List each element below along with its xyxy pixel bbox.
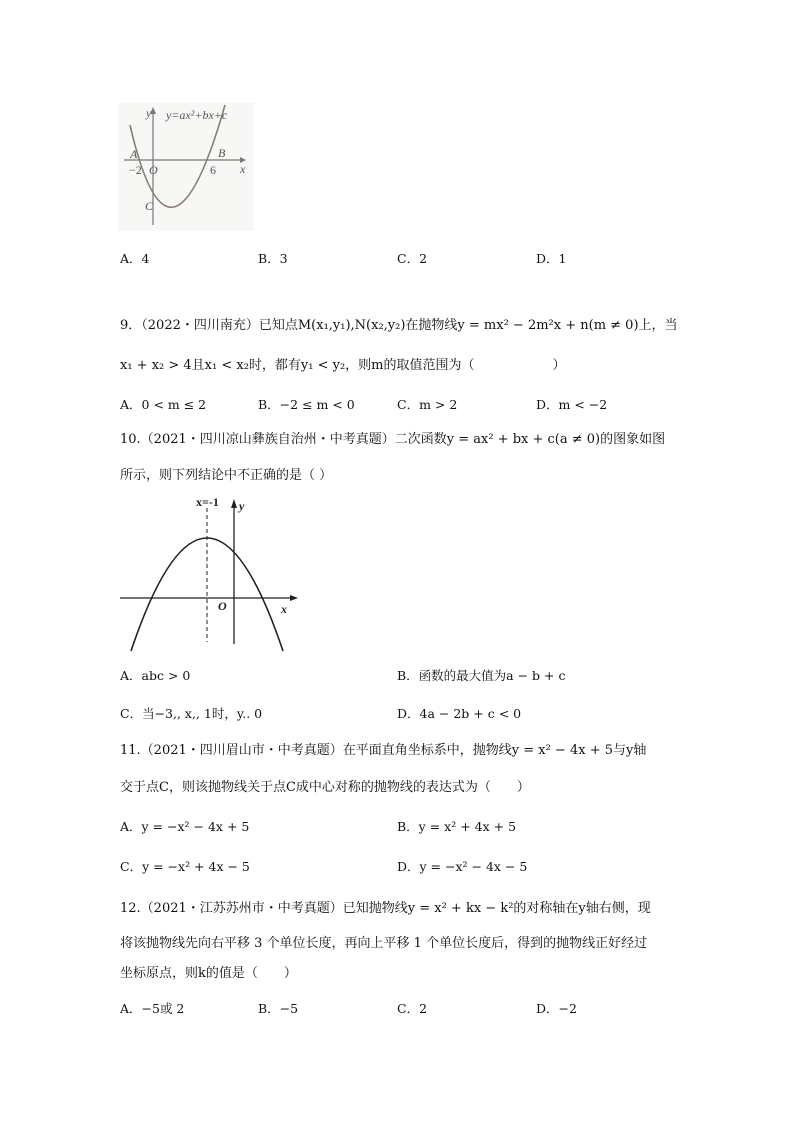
q12-stem-line3: 坐标原点，则k的值是（ ） xyxy=(120,966,297,981)
q11-stem-line1: 11.（2021・四川眉山市・中考真题）在平面直角坐标系中，抛物线y = x² − 4x + 5与y轴 xyxy=(120,743,647,758)
q10-stem-line1: 10.（2021・四川凉山彝族自治州・中考真题）二次函数y = ax² + bx + c(a ≠ 0)的图象如图 xyxy=(120,432,666,447)
q8-option-b: B．3 xyxy=(258,251,288,266)
q8-graph xyxy=(118,103,254,231)
q10-option-a: A．abc > 0 xyxy=(120,668,191,683)
q10-option-b: B．函数的最大值为a − b + c xyxy=(397,668,566,683)
q12-option-a: A．−5或 2 xyxy=(120,1001,185,1016)
q9-option-d: D．m < −2 xyxy=(536,397,608,412)
q8-origin: O xyxy=(149,163,158,177)
q9-stem-line2: x₁ + x₂ > 4且x₁ < x₂时，都有y₁ < y₂，则m的取值范围为（ ） xyxy=(120,358,566,373)
q12-option-d: D．−2 xyxy=(536,1001,577,1016)
q8-tick-right: 6 xyxy=(210,163,216,177)
q12-stem-line1: 12.（2021・江苏苏州市・中考真题）已知抛物线y = x² + kx − k²的对称轴在y轴右侧，现 xyxy=(120,901,651,916)
q8-point-a: A xyxy=(130,147,138,161)
q8-equation: y=ax²+bx+c xyxy=(166,108,228,122)
q8-point-c: C xyxy=(145,199,154,213)
q10-option-d: D．4a − 2b + c < 0 xyxy=(397,706,522,721)
q10-origin: O xyxy=(218,599,227,613)
q9-option-a: A．0 < m ≤ 2 xyxy=(120,397,207,412)
q8-x-label: x xyxy=(240,162,246,176)
q10-option-c: C．当−3,, x,, 1时，y.. 0 xyxy=(120,706,263,721)
q10-y-label: y xyxy=(239,499,245,513)
q9-stem-line1: 9．（2022・四川南充）已知点M(x₁,y₁),N(x₂,y₂)在抛物线y = mx² − 2m²x + n(m ≠ 0)上，当 xyxy=(120,318,678,333)
q10-x-label: x xyxy=(281,602,287,616)
q11-option-c: C．y = −x² + 4x − 5 xyxy=(120,859,250,874)
q10-axis-label: x=-1 xyxy=(196,495,219,509)
q11-option-b: B．y = x² + 4x + 5 xyxy=(397,819,517,834)
q8-tick-left: −2 xyxy=(129,163,142,177)
q8-point-b: B xyxy=(218,146,226,160)
q10-stem-line2: 所示，则下列结论中不正确的是（ ） xyxy=(120,468,333,483)
q12-option-c: C．2 xyxy=(397,1001,428,1016)
q11-stem-line2: 交于点C，则该抛物线关于点C成中心对称的抛物线的表达式为（ ） xyxy=(120,780,530,795)
q9-option-c: C．m > 2 xyxy=(397,397,458,412)
q8-option-d: D．1 xyxy=(536,251,567,266)
q8-option-c: C．2 xyxy=(397,251,428,266)
q10-graph xyxy=(118,494,304,656)
q11-option-d: D．y = −x² − 4x − 5 xyxy=(397,859,528,874)
q8-option-a: A．4 xyxy=(120,251,150,266)
q11-option-a: A．y = −x² − 4x + 5 xyxy=(120,819,250,834)
q8-y-label: y xyxy=(146,106,152,120)
q12-option-b: B．−5 xyxy=(258,1001,299,1016)
q12-stem-line2: 将该抛物线先向右平移 3 个单位长度，再向上平移 1 个单位长度后，得到的抛物线正好经过 xyxy=(120,936,648,951)
q9-option-b: B．−2 ≤ m < 0 xyxy=(258,397,355,412)
